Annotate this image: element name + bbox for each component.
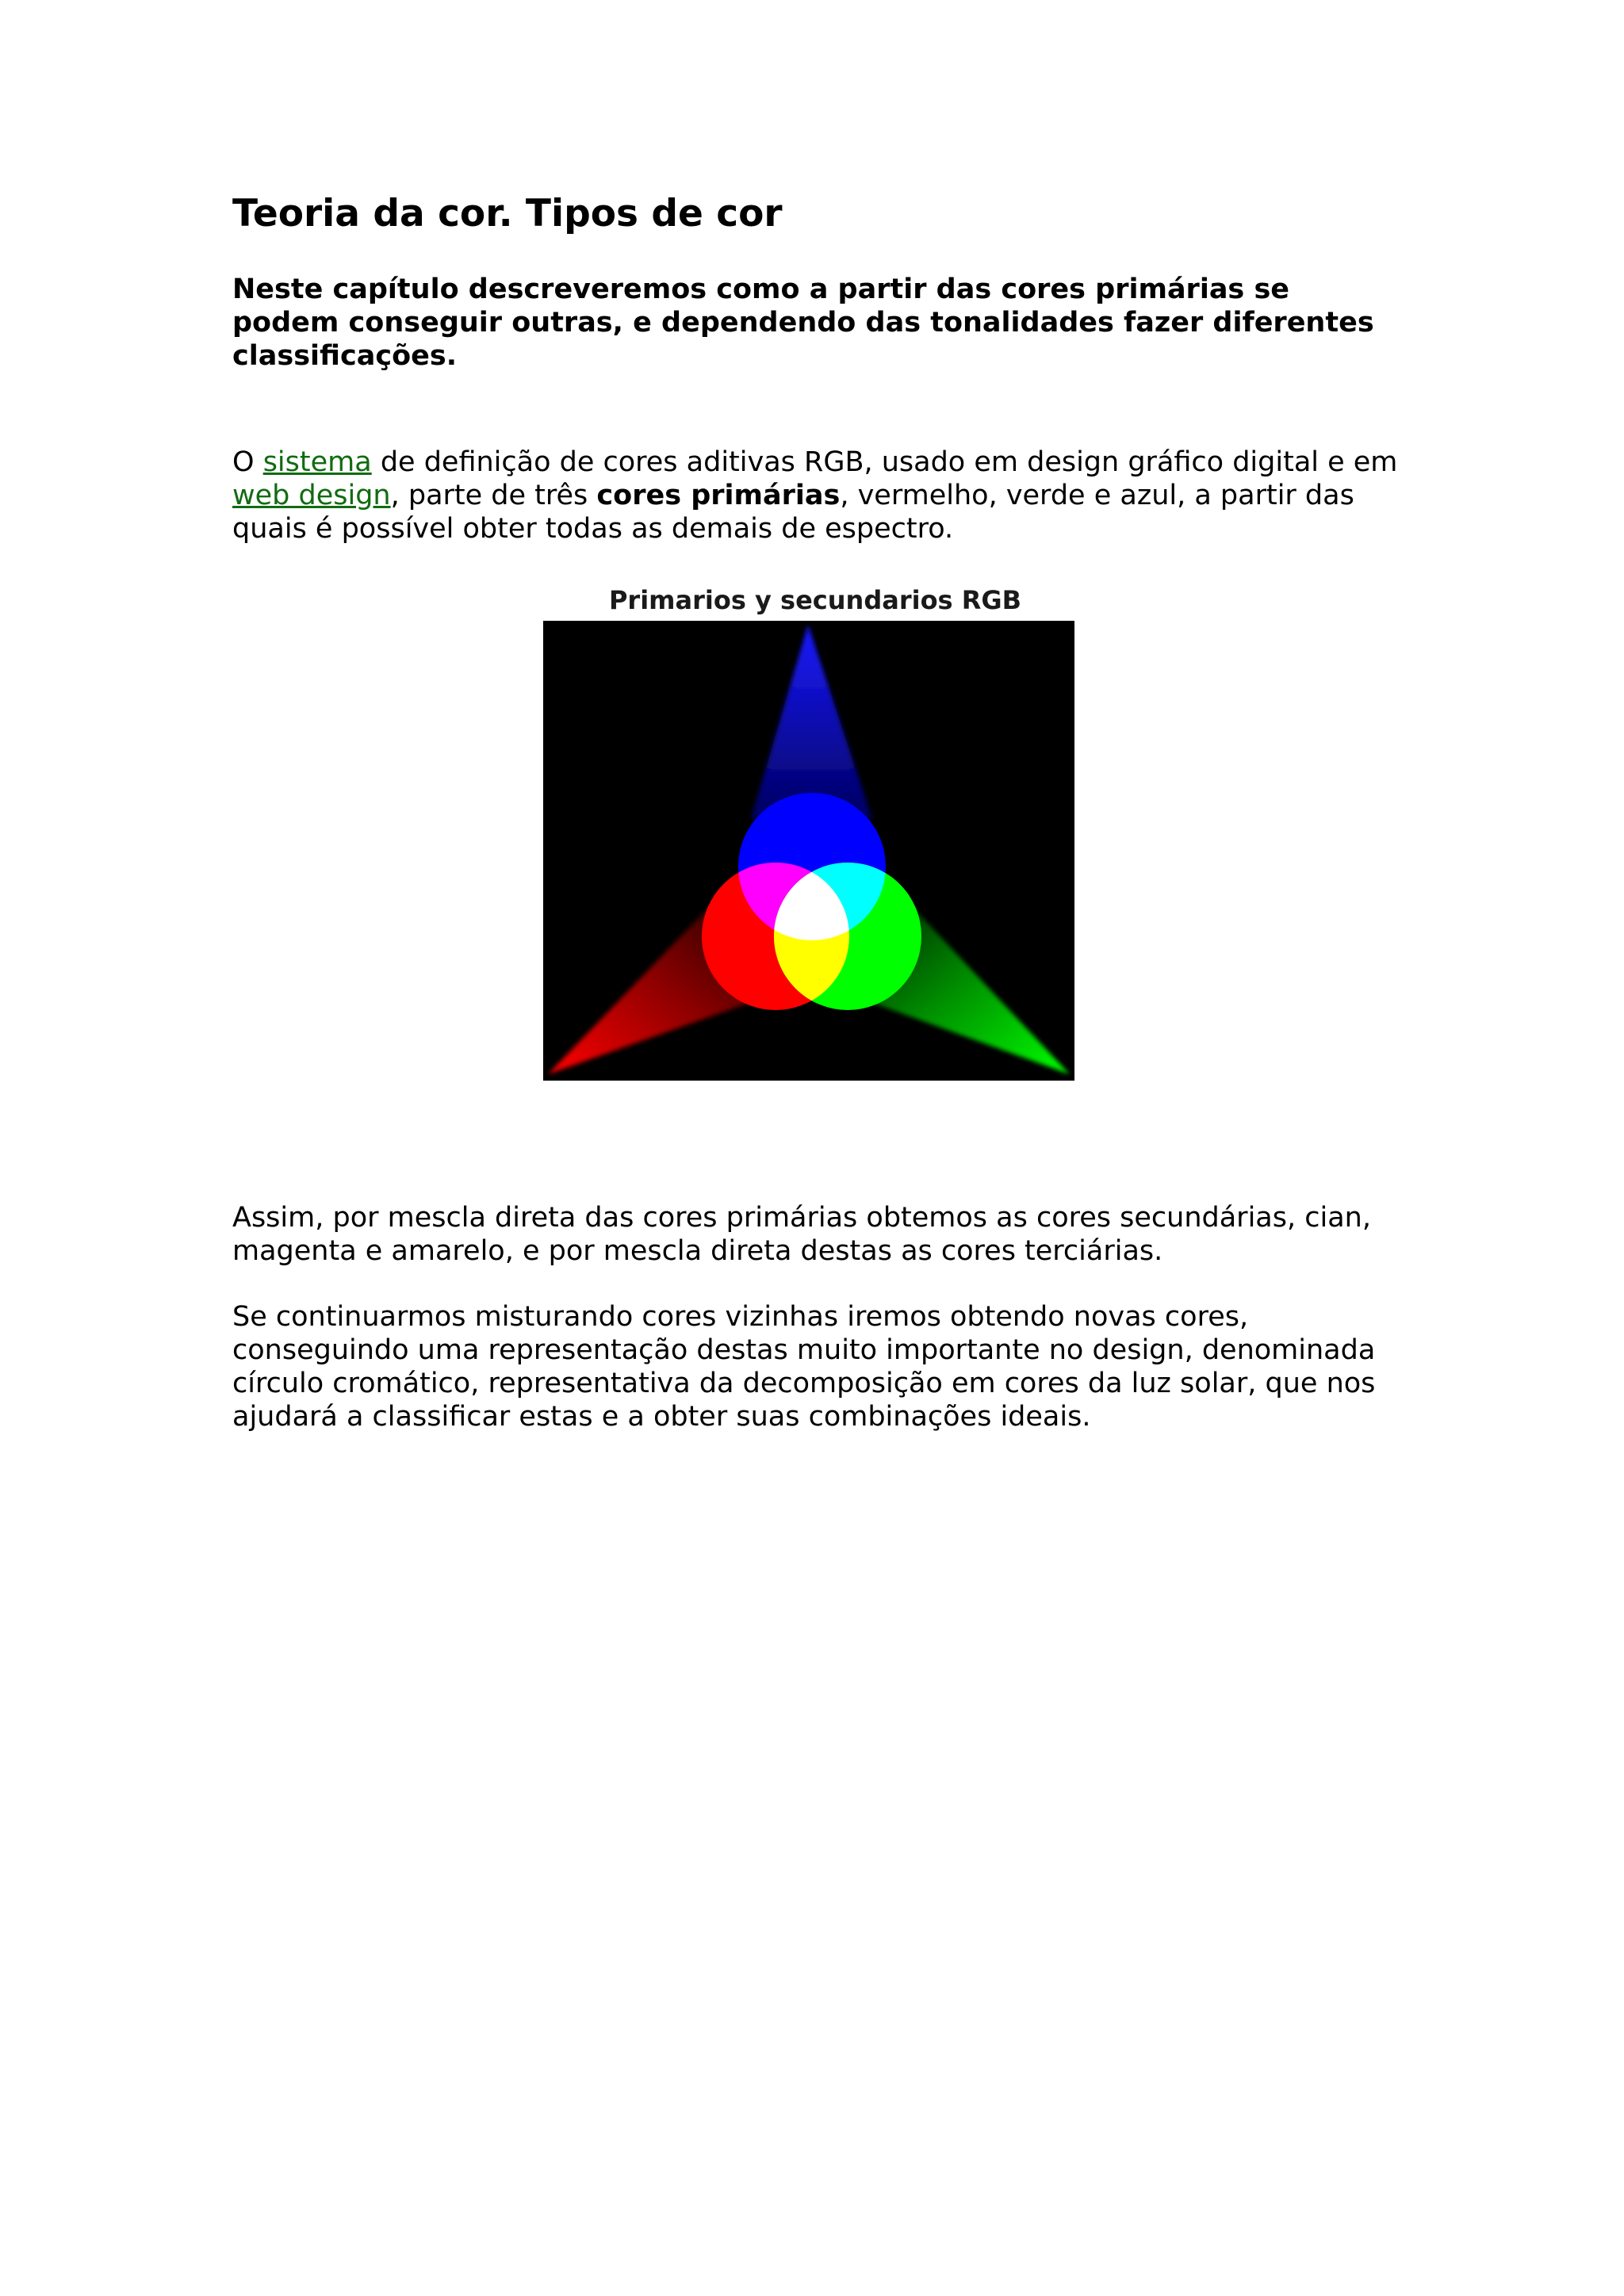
- web-design-link[interactable]: web design: [232, 480, 391, 511]
- figure-caption: Primarios y secundarios RGB: [608, 585, 1022, 615]
- paragraph-text: , vermelho, verde e azul, a partir das quais é possível obter todas as demais de espectro.: [232, 480, 1354, 545]
- page-title: Teoria da cor. Tipos de cor: [232, 192, 783, 235]
- sistema-link[interactable]: sistema: [262, 446, 372, 478]
- bold-term-primary-colors: cores primárias: [596, 480, 841, 511]
- rgb-additive-diagram: [543, 621, 1090, 1089]
- rgb-figure: [543, 583, 1090, 1086]
- lead-paragraph: Neste capítulo descreveremos como a partir das cores primárias se podem conseguir outras, e dependendo das tonalidades fazer diferentes classificações.: [232, 274, 1374, 372]
- paragraph-text: O: [232, 446, 263, 478]
- paragraph-secondary-colors: Assim, por mescla direta das cores primárias obtemos as cores secundárias, cian, magenta e amarelo, e por mescla direta destas as cores terciárias.: [232, 1202, 1371, 1267]
- paragraph-rgb-system: [232, 446, 1398, 545]
- paragraph-color-wheel: Se continuarmos misturando cores vizinhas iremos obtendo novas cores, conseguindo uma representação destas muito importante no design, denominada círculo cromático, representativa da decomposição em cores da luz solar, que nos ajudará a classificar estas e a obter suas combinações ideais.: [232, 1301, 1376, 1433]
- paragraph-text: , parte de três: [390, 480, 597, 511]
- paragraph-text: de definição de cores aditivas RGB, usado em design gráfico digital e em: [371, 446, 1398, 478]
